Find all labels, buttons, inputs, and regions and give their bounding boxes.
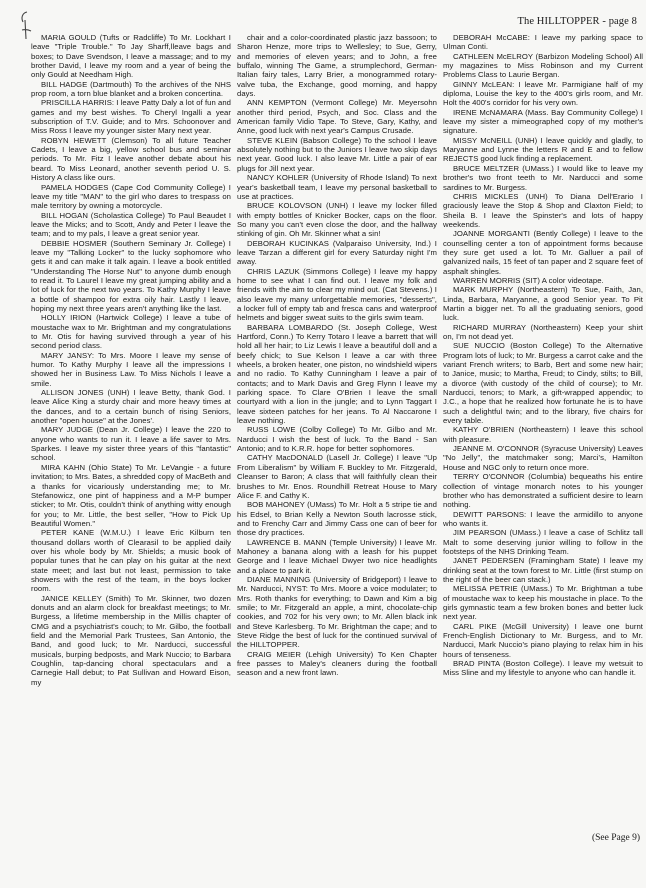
bequest-entry: DEBORAH McCABE: I leave my parking space to Ulman Conti. [443, 33, 643, 52]
bequest-entry: SUE NUCCIO (Boston College) To the Alternative Program lots of luck; to Mr. Burgess a carrot cake and the variant French writers; to Barb, Bert and some new hair; to Janice, music; to Martha, Freud; to Cindy, stilts; to Bill, a divorce (with custody of the child of course); to Mr. Narducci, tenors; to Mark, a gift-wrapped appendix; to J.C., a hope that he realized how fortunate he is to have such a delightful twin; and to the library, five chairs for every table. [443, 341, 643, 426]
bequest-entry: ROBYN HEWETT (Clemson) To all future Teacher Cadets, I leave a big, yellow school bus and seminar periods. To Mr. Fitz I leave another debate about his beard. To Miss Leonard, another seventh period U. S. History A class like ours. [31, 135, 231, 183]
bequest-entry: chair and a color-coordinated plastic jazz bassoon; to Sharon Henze, more trips to Wellesley; to Sue, Gerry, and memories of eleven years; and to John, a free buffalo, winning The Game, a strumplechord, German-Italian fairy tales, Larry Brier, a monogrammed rotary-valve tuba, the Exchange, good morning, and happy days. [237, 33, 437, 99]
bequest-entry: LAWRENCE B. MANN (Temple University) I leave Mr. Mahoney a banana along with a leash for his puppet George and I leave Michael Dwyer two nice headlights and a place to park it. [237, 537, 437, 575]
bequest-entry: IRENE McNAMARA (Mass. Bay Community College) I leave my sister a mimeographed copy of my mother's signature. [443, 107, 643, 136]
bequest-entry: DEBORAH KUCINKAS (Valparaiso University, Ind.) I leave Tarzan a different girl for every Saturday night I'm away. [237, 238, 437, 267]
bequest-entry: CHRIS LAZUK (Simmons College) I leave my happy home to see what I can find out. I leave my folk and friends with the aim to clear my mind out. (Cat Stevens.) I also leave my many unforgettable memories, "desserts", a locker full of empty tab and fresca cans and waterproof helmets and bigger sweat suits to the girls swim team. [237, 266, 437, 323]
bequest-entry: JANET PEDERSEN (Framingham State) I leave my drinking seat at the town forest to Mr. Little (first stump on the right of the beer can stack.) [443, 556, 643, 584]
bequest-entry: PAMELA HODGES (Cape Cod Community College) I leave my title "MAN" to the girl who dares to trespass on male territory by owning a motorcycle. [31, 182, 231, 211]
bequest-entry: PRISCILLA HARRIS: I leave Patty Daly a lot of fun and games and my best wishes. To Cheryl Ingalli a year subscription of T.V. Guide; and to Mrs. Schoonover and Miss Ross I leave my younger sister Mary next year. [31, 98, 231, 136]
bequest-entry: DIANE MANNING (University of Bridgeport) I leave to Mr. Narducci, NYST: To Mrs. Moore a voice modulater; to Mrs. Roth thanks for everything; to Dawn and Kim a big smile; to Mr. Fitzgerald an apple, a mint, chocolate-chip cookies, and 702 for his very own; to Mr. Allen black ink and Steve Karlesberg. To Mr. Brightman the cape; and to Steve Ridge the best of luck for the continued survival of the HILLTOPPER. [237, 574, 437, 650]
bequest-entry: WARREN MORRIS (SIT) A color videotape. [453, 275, 604, 285]
bequest-entry: MARIA GOULD (Tufts or Radcliffe) To Mr. Lockhart I leave "Triple Trouble." To Jay Sharff,lleave bags and boxes; to Dave Svendson, I leave a massage; and to my brother David, I leave my room and a year of being the only Gould at Needham High. [31, 33, 231, 80]
bequest-entry: MIRA KAHN (Ohio State) To Mr. LeVangie - a future invitation; to Mrs. Bates, a shredded copy of MacBeth and a thanks for vicariously understanding me; to Mr. Stefanowicz, one pint of happiness and a M-P bumper sticker; to Mr. Otis, couldn't think of anything witty enough for you; to Mr. Little, the best seller, "How to Pick Up Beautiful Women." [31, 462, 231, 528]
bequest-entry: CRAIG MEIER (Lehigh University) To Ken Chapter free passes to Maley's cleaners during the football season and a new front lawn. [237, 649, 437, 678]
bequest-entry: ALLISON JONES (UNH) I leave Betty, thank God. I leave Alice King a sturdy chair and more heavy times at the dances, and to a certain bunch of rising Seniors, another "open house" at the Jones'. [31, 388, 231, 426]
bequest-entry: BRUCE MELTZER (UMass.) I would like to leave my brother's two front teeth to Mr. Narducci and some sardines to Mr. Burgess. [443, 163, 643, 192]
bequest-entry: HOLLY IRION (Hartwick College) I leave a tube of moustache wax to Mr. Brightman and my congratulations to Mr. Otis for having survived through a year of his second period class. [31, 313, 231, 351]
bequest-entry: JOANNE MORGANTI (Bently College) I leave to the counselling center a ton of appointment forms because they sure get used a lot. To Mr. Galluer a pail of galvanized nails, 15 feet of tan paper and 2 square feet of asphalt shingles. [443, 229, 643, 276]
page-header: The HILLTOPPER - page 8 [517, 16, 637, 27]
bequest-entry: CATHY MacDONALD (Lasell Jr. College) I leave "Up From Liberalism" by William F. Buckley to Mr. Fitzgerald, Cleanser to Baron; A class that will faithfully clean their brushes to Mr. Enos. Roundhill Retreat House to Mary Alice F. and Cathy K. [237, 453, 437, 500]
bequest-entry: BRUCE KOLOVSON (UNH) I leave my locker filled with empty bottles of Knicker Bocker, caps on the floor. So many you can't even close the door, and the hallway stinking of gin. Oh Mr. Skinner what a sin! [237, 201, 437, 239]
bequest-entry: BILL HADGE (Dartmouth) To the archives of the NHS prop room, a torn blue blanket and a broken concertina. [31, 79, 231, 99]
bequest-entry: BRAD PINTA (Boston College). I leave my wetsuit to Miss Sline and my lifestyle to anyone who can handle it. [443, 659, 643, 678]
column-2 [237, 33, 437, 843]
continued-note: (See Page 9) [591, 833, 640, 843]
bequest-entry: RUSS LOWE (Colby College) To Mr. Gilbo and Mr. Narducci I wish the best of luck. To the Band - San Antonio; and to K.R.R. hope for better sophomores. [237, 425, 437, 454]
bequest-entry: GINNY McLEAN: I leave Mr. Parmigiane half of my diploma, Louise the key to the 400's girls room, and Mr. Holt the 400's corridor for his very own. [443, 79, 643, 108]
bequest-entry: JANICE KELLEY (Smith) To Mr. Skinner, two dozen donuts and an alarm clock for breakfast meetings; to Mr. Burgess, a lifetime membership in the Millis chapter of CMG and a psychiatrist's couch; to Mr. Gilbo, the football field and the Memorial Park Trustees, San Antonio, the Band, and good luck; to Mr. Narducci, successful musicals, burping bedposts, and Mark Nuccio; to Barbara Coughlin, tap-dancing choral spectaculars and a Carnegie Hall debut; to Pat Sullivan and Howard Eison, my [31, 593, 231, 687]
bequest-entry: NANCY KOHLER (University of Rhode Island) To next year's basketball team, I leave my personal basketball to use at practices. [237, 173, 437, 201]
bequest-entry: ANN KEMPTON (Vermont College) Mr. Meyersohn another third period, Psych, and Soc. Class and the American family Vidio Tape. To Steve, Gary, Kathy, and Anne, good luck with next year's Campus Crusade. [237, 98, 437, 136]
bequest-entry: DEWITT PARSONS: I leave the armidillo to anyone who wants it. [443, 509, 643, 528]
bequest-entry: DEBBIE HOSMER (Southern Seminary Jr. College) I leave my "Talking Locker" to the lucky sophomore who gets it and can make it talk again. I leave a book entitled "Understanding The Horse Nut" to anyone dumb enough to read it. To Laurel I leave my great jumping ability and a lot of luck for the next two years. To Kathy Murphy I leave a bottle of shampoo for extra oily hair. Lastly I leave, hoping my next three years aren't anything like the last. [31, 238, 231, 313]
bequest-entry: BILL HOGAN (Scholastica College) To Paul Beaudet I leave the Micks; and to Scott, Andy and Peter I leave the team; and to my pals, I leave a great senior year. [31, 210, 231, 239]
bequest-entry: CARL PIKE (McGill University) I leave one burnt French-English Dictionary to Mr. Burgess, and to Mr. Narducci, Mark Nuccio's piano playing to relax him in his hours of tenseness. [443, 621, 643, 659]
bequest-entry: KATHY O'BRIEN (Northeastern) I leave this school with pleasure. [443, 425, 643, 444]
bequest-entry: PETER KANE (W.M.U.) I leave Eric Kilburn ten thousand dollars worth of Clearasil to be applied daily over his whole body by Mr. Shields; a music book of popular tunes that he can play on his guitar at the next state meet; and last but not least, permission to take showers with the rest of the team, in the boys locker room. [31, 528, 231, 594]
bequest-entry: JEANNE M. O'CONNOR (Syracuse University) Leaves "No Jelly", the matchmaker song; Marci's, Hamilton House and NGC only to return once more. [443, 444, 643, 472]
bequest-entry: BARBARA LOMBARDO (St. Joseph College, West Hartford, Conn.) To Kerry Totaro I leave a barrett that will hold all her hair; to Liz Lewis I leave a beautiful doll and a beefy chick; to Sue Kelson I leave a car with three wheels, a broken heater, one piston, no windshield wipers and no radio. To Kathy Cunningham I leave a pair of contacts; and to Mark Davis and Greg Flynn I leave my parking space. To Clare O'Brien I leave the small courtyard with a lion in the jungle; and to Lynn Taggart I leave sixteen patches for her jeans. To Al Naccarone I leave nothing. [237, 322, 437, 426]
column-1 [31, 33, 231, 843]
column-3 [443, 33, 643, 843]
bequest-entry: CATHLEEN McELROY (Barbizon Modeling School) All my magazines to Miss Robinson and my Current Problems Class to Laurie Bergan. [443, 51, 643, 80]
bequest-entry: MELISSA PETRIE (UMass.) To Mr. Brightman a tube of moustache wax to keep his moustache in place. To the girls gymnastic team a few broken bones and better luck next year. [443, 584, 643, 622]
bequest-entry: MARK MURPHY (Northeastern) To Sue, Faith, Jan, Linda, Barbara, Maryanne, a good Senior year. To Pit Martin a bigger net. To all the graduating seniors, good luck. [443, 285, 643, 323]
bequest-entry: MISSY McNEILL (UNH) I leave quickly and gladly, to Maryanne and Lynne the letters R and E and to fellow REJECTS good luck finding a replacement. [443, 135, 643, 164]
bequest-entry: MARY JANSY: To Mrs. Moore I leave my sense of humor. To Kathy Murphy I leave all the impressions I showed her in Business Law. To Miss Nichols I leave a smile. [31, 350, 231, 388]
bequest-entry: MARY JUDGE (Dean Jr. College) I leave the 220 to anyone who wants to run it. I leave a life saver to Mrs. Sparkes. I leave my sister three years of this "fantastic" school. [31, 425, 231, 463]
text-columns [31, 33, 641, 843]
bequest-entry: BOB MAHONEY (UMass) To Mr. Holt a 5 stripe tie and his Edsel, to Brian Kelly a Newton South lacrosse stick, and to Frenchy Carr and Jimmy Cass one can of beer for those dry practices. [237, 500, 437, 538]
bequest-entry: STEVE KLEIN (Babson College) To the school I leave absolutely nothing but to the Juniors I leave two skip days next year. Good luck. I also leave Mr. Little a pair of ear plugs for Jill next year. [237, 135, 437, 173]
bequest-entry: TERRY O'CONNOR (Columbia) bequeaths his entire collection of vintage monarch notes to his younger brother who has demonstrated a sufficient desire to learn nothing. [443, 472, 643, 510]
bequest-entry: CHRIS MICKLES (UNH) To Diana Dell'Erario I graciously leave the Stop & Shop and Claxton Field; to Sheila B. I leave the Spinster's and lots of happy weekends. [443, 191, 643, 229]
bequest-entry: JIM PEARSON (UMass.) I leave a case of Schlitz tall Malt to some deserving junior willing to follow in the footsteps of the NHS Drinking Team. [443, 528, 643, 556]
bequest-entry: RICHARD MURRAY (Northeastern) Keep your shirt on, I'm not dead yet. [443, 322, 643, 341]
